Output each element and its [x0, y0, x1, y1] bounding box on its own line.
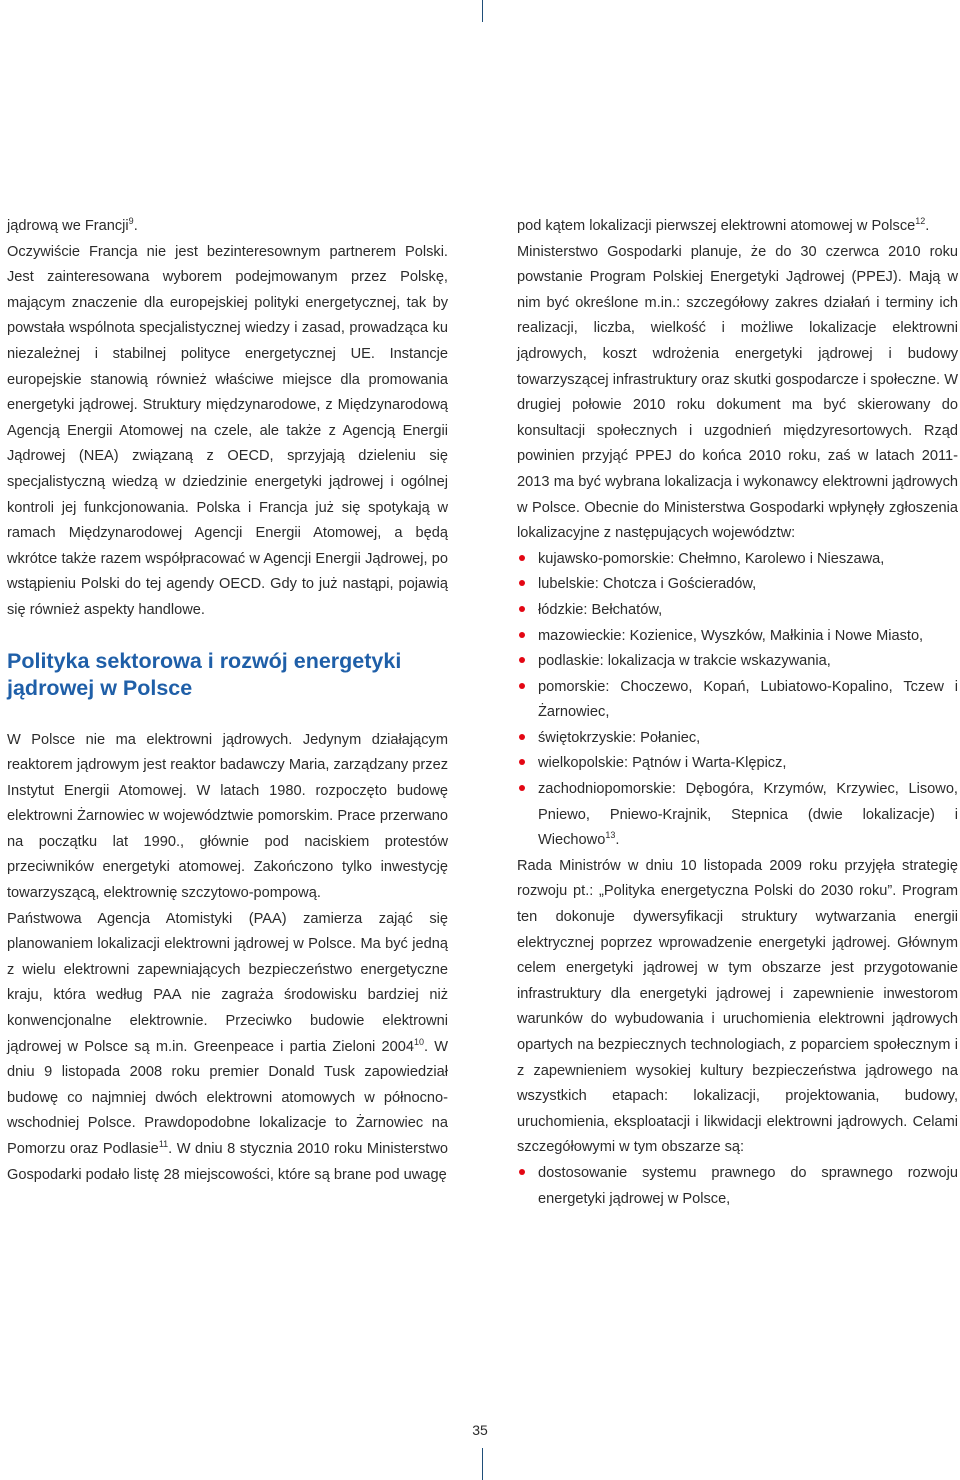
page-number: 35	[472, 1422, 488, 1438]
list-item: lubelskie: Chotcza i Gościeradów,	[517, 572, 958, 598]
bullet-icon	[519, 657, 525, 663]
footnote-ref-11[interactable]: 11	[158, 1139, 169, 1149]
bullet-icon	[519, 606, 525, 612]
column-divider-bottom	[482, 1448, 483, 1480]
bullet-icon	[519, 759, 525, 765]
list-item: dostosowanie systemu prawnego do sprawnego rozwoju energetyki jądrowej w Polsce,	[517, 1161, 958, 1212]
paragraph-ministerstwo: Ministerstwo Gospodarki planuje, że do 30 czerwca 2010 roku powstanie Program Polskiej Energetyki Jądrowej (PPEJ). Mają w nim być określone m.in.: szczegółowy zakres działań i terminy ich realizacji, liczba, wielkość i możliwe lokalizacje elektrowni jądrowych, koszt wdrożenia energetyki jądrowej i budowy towarzyszącej infrastruktury oraz skutki gospodarcze i społeczne. W drugiej połowie 2010 roku dokument ma być skierowany do konsultacji społecznych i uzgodnień międzyresortowych. Rząd powinien przyjąć PPEJ do końca 2010 roku, zaś w latach 2011-2013 ma być wybrana lokalizacja i wykonawcy elektrowni jądrowych w Polsce. Obecnie do Ministerstwa Gospodarki wpłynęły zgłoszenia lokalizacyjne z następujących województw:	[517, 243, 958, 542]
voivodeship-list	[517, 547, 958, 854]
bullet-icon	[519, 555, 525, 561]
left-column	[7, 214, 448, 1188]
footnote-ref-10[interactable]: 10	[413, 1036, 424, 1047]
right-column	[517, 214, 958, 1212]
list-item: zachodniopomorskie: Dębogóra, Krzymów, Krzywiec, Lisowo, Pniewo, Pniewo-Krajnik, Stepnica (dwie lokalizacje) i Wiechowo$^{13}$.	[517, 777, 958, 854]
footnote-ref-12[interactable]: 12	[915, 216, 926, 226]
paragraph-paa: Państwowa Agencja Atomistyki (PAA) zamierza zająć się planowaniem lokalizacji elektrowni jądrowej w Polsce. Ma być jedną z wielu elektrowni zapewniających bezpieczeństwo energetyczne kraju, która według PAA nie zagraża środowisku bardziej niż konwencjonalne elektrownie. Przeciwko budowie elektrowni jądrowej w Polsce są m.in. Greenpeace i partia Zieloni 2004$^{10}$. W dniu 9 listopada 2008 roku premier Donald Tusk zapowiedział budowę co najmniej dwóch elektrowni atomowych w północno-wschodniej Polsce. Prawdopodobne lokalizacje to Żarnowiec na Pomorzu oraz Podlasie$^{11}$. W dniu 8 stycznia 2010 roku Ministerstwo Gospodarki podało listę 28 miejscowości, które są brane pod uwagę	[7, 910, 449, 1183]
bullet-icon	[519, 1169, 525, 1175]
paragraph-francja: jądrową we Francji$^9$.	[7, 216, 138, 234]
list-item: podlaskie: lokalizacja w trakcie wskazywania,	[517, 649, 958, 675]
footnote-ref-9[interactable]: 9	[128, 216, 134, 226]
list-item: świętokrzyskie: Połaniec,	[517, 726, 958, 752]
paragraph-pod-katem: pod kątem lokalizacji pierwszej elektrowni atomowej w Polsce$^{12}$.	[517, 216, 930, 234]
bullet-icon	[519, 785, 525, 791]
paragraph-rada-ministrow: Rada Ministrów w dniu 10 listopada 2009 roku przyjęła strategię rozwoju pt.: „Polityka energetyczna Polski do 2030 roku”. Program ten dokonuje dywersyfikacji struktury wytwarzania energii elektrycznej poprzez wprowadzenie energetyki jądrowej. Głównym celem energetyki jądrowej w tym obszarze jest przygotowanie infrastruktury dla energetyki jądrowej i zapewnienie inwestorom warunków do wybudowania i uruchomienia elektrowni jądrowych opartych na bezpiecznych technologiach, z poparciem społecznym i z zapewnieniem wysokiej kultury bezpieczeństwa jądrowego na wszystkich etapach: lokalizacji, projektowania, budowy, uruchomienia, eksploatacji i likwidacji elektrowni jądrowych. Celami szczegółowymi w tym obszarze są:	[517, 857, 958, 1156]
list-item: mazowieckie: Kozienice, Wyszków, Małkinia i Nowe Miasto,	[517, 624, 958, 650]
list-item: kujawsko-pomorskie: Chełmno, Karolewo i Nieszawa,	[517, 547, 958, 573]
bullet-icon	[519, 632, 525, 638]
section-heading: Polityka sektorowa i rozwój energetyki jądrowej w Polsce	[7, 648, 402, 700]
list-item: pomorskie: Choczewo, Kopań, Lubiatowo-Kopalino, Tczew i Żarnowiec,	[517, 675, 958, 726]
paragraph-w-polsce: W Polsce nie ma elektrowni jądrowych. Jedynym działającym reaktorem jądrowym jest reaktor badawczy Maria, zarządzany przez Instytut Energii Atomowej. W latach 1980. rozpoczęto budowę elektrowni Żarnowiec w województwie pomorskim. Prace przerwano na początku lat 1990., głównie pod naciskiem protestów przeciwników energetyki atomowej. Zakończono tylko inwestycję towarzyszącą, elektrownię szczytowo-pompową.	[7, 731, 448, 902]
list-item: wielkopolskie: Pątnów i Warta-Klępicz,	[517, 751, 958, 777]
bullet-icon	[519, 683, 525, 689]
column-divider-top	[482, 0, 483, 22]
bullet-icon	[519, 734, 525, 740]
bullet-icon	[519, 580, 525, 586]
footnote-ref-13[interactable]: 13	[605, 830, 616, 841]
list-item: łódzkie: Bełchatów,	[517, 598, 958, 624]
paragraph-oczywiscie: Oczywiście Francja nie jest bezinteresownym partnerem Polski. Jest zainteresowana wyborem podejmowanym przez Polskę, mającym znaczenie dla europejskiej polityki energetycznej, tak by powstała wspólnota specjalistycznej wiedzy i zasad, prowadząca ku niezależnej i stabilnej polityce energetycznej UE. Instancje europejskie stanowią również właściwe miejsce dla promowania energetyki jądrowej. Struktury międzynarodowe, z Międzynarodową Agencją Energii Atomowej na czele, ale także z Agencją Energii Jądrowej (NEA) związaną z OECD, sprzyjają dzieleniu się specjalistyczną wiedzą w dziedzinie energetyki jądrowej i ogólnej kontroli jej funkcjonowania. Polska i Francja już się spotykają w ramach Międzynarodowej Agencji Energii Atomowej, a będą wkrótce także razem współpracować w Agencji Energii Jądrowej, po wstąpieniu Polski do tej agendy OECD. Gdy to już nastąpi, pojawią się również aspekty handlowe.	[7, 243, 448, 618]
goals-list	[517, 1161, 958, 1212]
